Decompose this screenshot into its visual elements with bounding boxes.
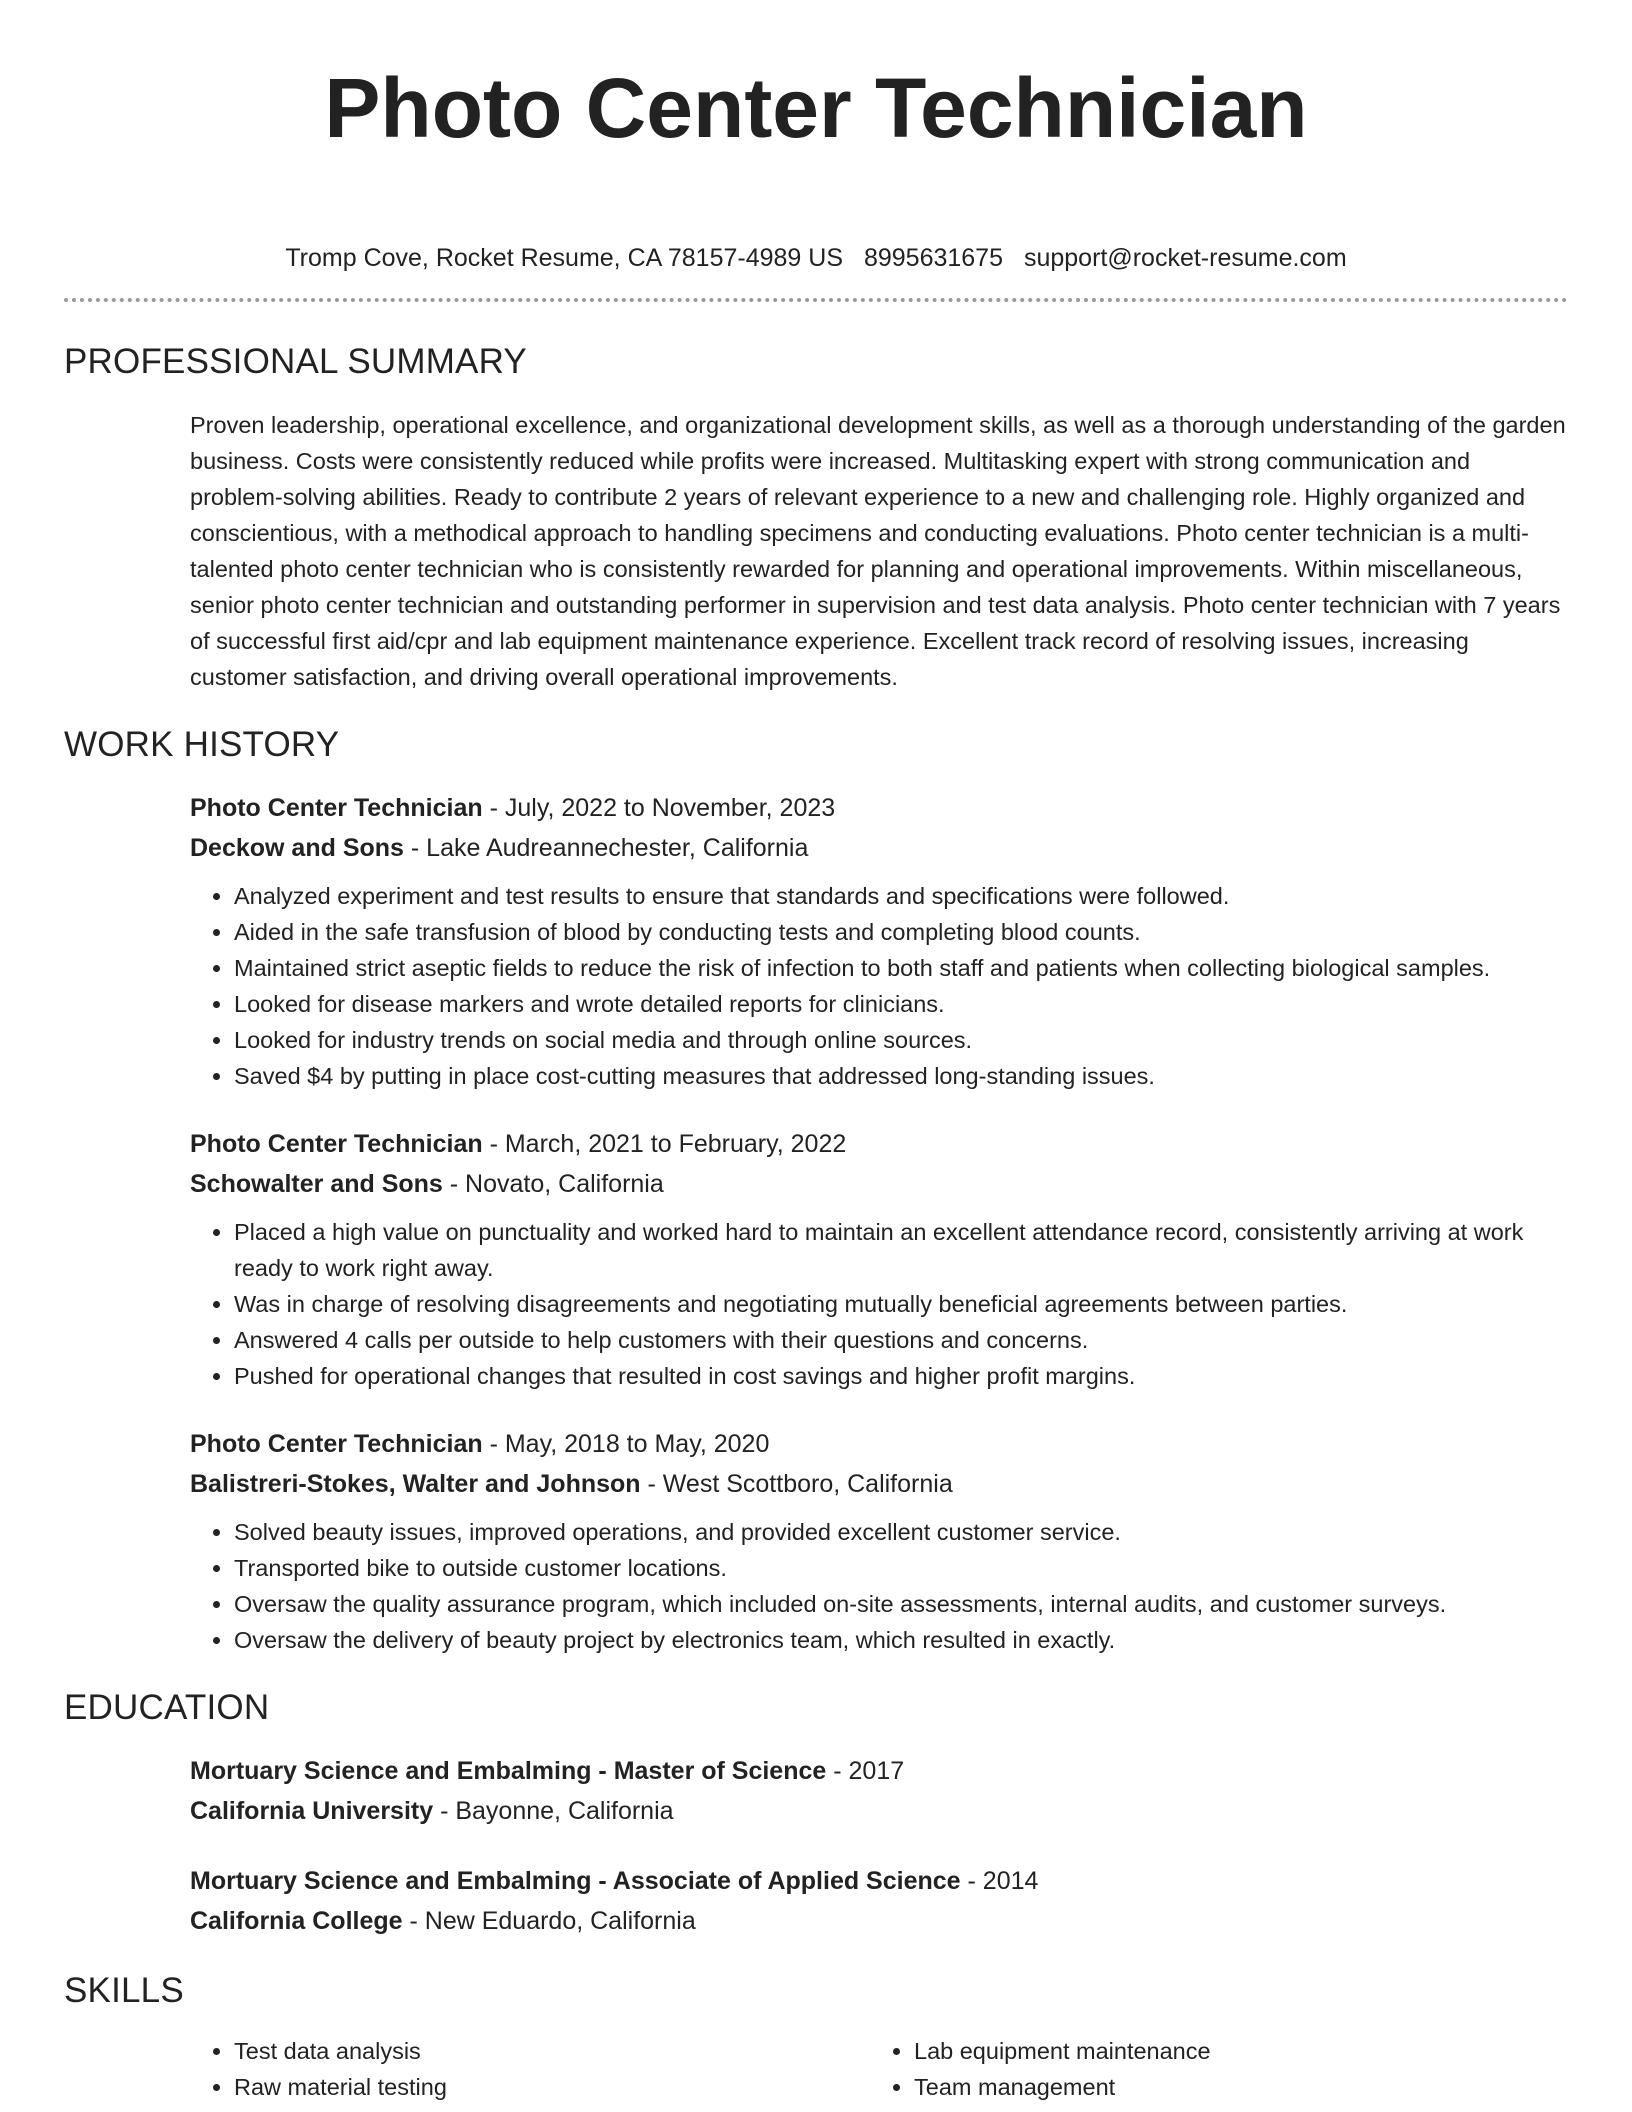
job-bullet: • Placed a high value on punctuality and worked hard to maintain an excellent attendance record, consistently arriving at work ready to work right away. — [234, 1214, 1568, 1286]
education-entry — [190, 1751, 1568, 1831]
education-year: - 2017 — [826, 1757, 905, 1785]
job-title-line — [190, 1124, 1568, 1164]
job-entry — [190, 788, 1568, 1094]
job-bullet: • Solved beauty issues, improved operations, and provided excellent customer service. — [234, 1514, 1568, 1550]
job-bullets — [190, 878, 1568, 1094]
skill-item: • Test data analysis — [234, 2033, 870, 2069]
skills-list-left — [190, 2033, 870, 2105]
job-company-line — [190, 1164, 1568, 1204]
education-school-line — [190, 1791, 1568, 1831]
job-bullet: • Pushed for operational changes that resulted in cost savings and higher profit margins. — [234, 1358, 1568, 1394]
contact-phone: 8995631675 — [863, 244, 1003, 272]
education-location: - New Eduardo, California — [402, 1907, 696, 1935]
work-section — [64, 723, 1568, 1658]
summary-section — [64, 340, 1568, 695]
education-school: California University — [190, 1797, 434, 1825]
education-heading: EDUCATION — [64, 1688, 270, 1727]
contact-line — [64, 238, 1568, 278]
skills-grid — [190, 2033, 1568, 2105]
education-degree-line — [190, 1751, 1568, 1791]
job-title-line — [190, 788, 1568, 828]
job-company-line — [190, 1464, 1568, 1504]
education-entry — [190, 1861, 1568, 1941]
job-bullet: • Transported bike to outside customer locations. — [234, 1550, 1568, 1586]
contact-address: Tromp Cove, Rocket Resume, CA 78157-4989 US — [285, 244, 843, 272]
education-degree-line — [190, 1861, 1568, 1901]
job-dates: - July, 2022 to November, 2023 — [482, 794, 836, 822]
education-year: - 2014 — [960, 1867, 1039, 1895]
job-company-line — [190, 828, 1568, 868]
education-school: California College — [190, 1907, 403, 1935]
job-bullet: • Was in charge of resolving disagreements and negotiating mutually beneficial agreements between parties. — [234, 1286, 1568, 1322]
skills-list-right — [870, 2033, 1550, 2105]
resume-name: Photo Center Technician — [324, 61, 1308, 155]
job-bullet: • Answered 4 calls per outside to help customers with their questions and concerns. — [234, 1322, 1568, 1358]
summary-text: Proven leadership, operational excellence, and organizational development skills, as well as a thorough understanding of the garden business. Costs were consistently reduced while profits were increased. Multitasking expert with strong communication and problem-solving abilities. Ready to contribute 2 years of relevant experience to a new and challenging role. Highly organized and conscientious, with a methodical approach to handling specimens and conducting evaluations. Photo center technician is a multi-talented photo center technician who is consistently rewarded for planning and operational improvements. Within miscellaneous, senior photo center technician and outstanding performer in supervision and test data analysis. Photo center technician with 7 years of successful first aid/cpr and lab equipment maintenance experience. Excellent track record of resolving issues, increasing customer satisfaction, and driving overall operational improvements. — [190, 412, 1566, 690]
skill-item: • Team management — [914, 2069, 1550, 2105]
education-degree: Mortuary Science and Embalming - Associate of Applied Science — [190, 1867, 961, 1895]
job-company: Deckow and Sons — [190, 834, 404, 862]
job-bullet: • Analyzed experiment and test results to ensure that standards and specifications were followed. — [234, 878, 1568, 914]
job-entry — [190, 1124, 1568, 1394]
header-divider — [64, 298, 1568, 302]
job-dates: - March, 2021 to February, 2022 — [482, 1130, 847, 1158]
job-entry — [190, 1424, 1568, 1658]
job-location: - Lake Audreannechester, California — [403, 834, 809, 862]
job-location: - Novato, California — [442, 1170, 664, 1198]
job-location: - West Scottboro, California — [640, 1470, 953, 1498]
work-heading: WORK HISTORY — [64, 725, 340, 764]
job-role: Photo Center Technician — [190, 1430, 483, 1458]
job-bullet: • Oversaw the delivery of beauty project by electronics team, which resulted in exactly. — [234, 1622, 1568, 1658]
skill-item: • Lab equipment maintenance — [914, 2033, 1550, 2069]
job-role: Photo Center Technician — [190, 1130, 483, 1158]
job-title-line — [190, 1424, 1568, 1464]
job-dates: - May, 2018 to May, 2020 — [482, 1430, 770, 1458]
job-role: Photo Center Technician — [190, 794, 483, 822]
job-bullets — [190, 1214, 1568, 1394]
job-bullet: • Aided in the safe transfusion of blood by conducting tests and completing blood counts. — [234, 914, 1568, 950]
skills-heading: SKILLS — [64, 1971, 184, 2010]
skills-section — [64, 1969, 1568, 2105]
education-degree: Mortuary Science and Embalming - Master of Science — [190, 1757, 827, 1785]
job-bullet: • Saved $4 by putting in place cost-cutting measures that addressed long-standing issues. — [234, 1058, 1568, 1094]
job-bullet: • Looked for industry trends on social media and through online sources. — [234, 1022, 1568, 1058]
job-company: Balistreri-Stokes, Walter and Johnson — [190, 1470, 641, 1498]
contact-email: support@rocket-resume.com — [1023, 244, 1347, 272]
job-bullet: • Looked for disease markers and wrote detailed reports for clinicians. — [234, 986, 1568, 1022]
job-bullets — [190, 1514, 1568, 1658]
summary-heading: PROFESSIONAL SUMMARY — [64, 342, 527, 381]
job-company: Schowalter and Sons — [190, 1170, 443, 1198]
skill-item: • Raw material testing — [234, 2069, 870, 2105]
education-section — [64, 1686, 1568, 1941]
education-location: - Bayonne, California — [433, 1797, 674, 1825]
job-bullet: • Maintained strict aseptic fields to reduce the risk of infection to both staff and patients when collecting biological samples. — [234, 950, 1568, 986]
education-school-line — [190, 1901, 1568, 1941]
job-bullet: • Oversaw the quality assurance program, which included on-site assessments, internal audits, and customer surveys. — [234, 1586, 1568, 1622]
